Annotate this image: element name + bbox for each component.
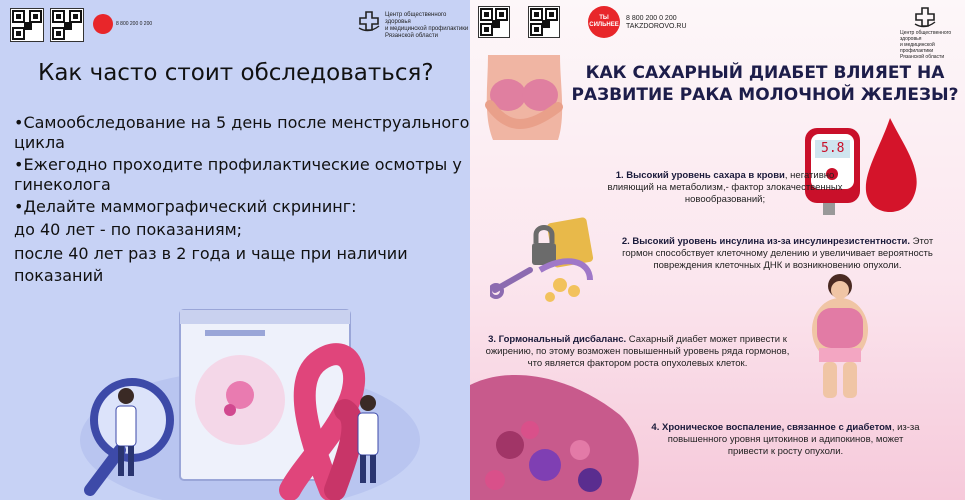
glucose-reading: 5.8 (821, 141, 845, 156)
chest-illustration (478, 55, 568, 140)
body-line: гинеколога (14, 175, 111, 194)
hotline-info: 8 800 200 0 200 TAKZDOROVO.RU (626, 15, 687, 30)
page-title: КАК САХАРНЫЙ ДИАБЕТ ВЛИЯЕТ НА РАЗВИТИЕ РАКА МОЛОЧНОЙ ЖЕЛЕЗЫ? (571, 63, 959, 105)
health-center-logo-icon (356, 8, 382, 34)
body-line: цикла (14, 133, 65, 152)
mammography-illustration (60, 300, 440, 500)
insulin-lock-illustration (490, 215, 600, 305)
hotline-badge-icon (93, 14, 113, 34)
right-poster (470, 0, 965, 500)
body-line: до 40 лет - по показаниям; (14, 220, 243, 239)
page-title: Как часто стоит обследоваться? (38, 60, 434, 86)
body-line: •Делайте маммографический скрининг: (14, 197, 357, 216)
qr-code-icon (10, 8, 44, 42)
org-name: Центр общественного здоровья и медицинской профилактики Рязанской области (900, 30, 952, 60)
risk-item-3: 3. Гормональный дисбаланс. Сахарный диабет может привести к ожирению, по этому возможен повышенный уровень ряда гормонов, что является фактором роста опухолевых клеток. (485, 334, 790, 369)
body-line: •Ежегодно проходите профилактические осмотры у (14, 155, 462, 174)
risk-item-2: 2. Высокий уровень инсулина из-за инсулинрезистентности. Этот гормон способствует клеточному делению и увеличивает вероятность повреждения клеточных ДНК и возникновению опухоли. (621, 236, 934, 271)
qr-code-icon (50, 8, 84, 42)
left-poster (0, 0, 470, 500)
qr-code-icon (478, 6, 510, 38)
body-line: после 40 лет раз в 2 года и чаще при наличии (14, 244, 408, 263)
body-line: •Самообследование на 5 день после менструального (14, 113, 470, 132)
qr-code-icon (528, 6, 560, 38)
health-center-logo-icon (910, 4, 940, 30)
hotline-badge: ТЫ СИЛЬНЕЕ (588, 6, 620, 38)
body-line: показаний (14, 266, 104, 285)
overweight-woman-illustration (805, 270, 875, 400)
org-name: Центр общественного здоровья и медицинской профилактики Рязанской области (385, 12, 469, 39)
cells-illustration (470, 355, 650, 500)
hotline-number: 8 800 200 0 200 (116, 21, 153, 27)
risk-item-4: 4. Хроническое воспаление, связанное с диабетом, из-за повышенного уровня цитокинов и адипокинов, может привести к росту опухоли. (651, 422, 920, 457)
risk-item-1: 1. Высокий уровень сахара в крови, негативно влияющий на метаболизм,- фактор злокачественных новообразований; (607, 170, 843, 205)
